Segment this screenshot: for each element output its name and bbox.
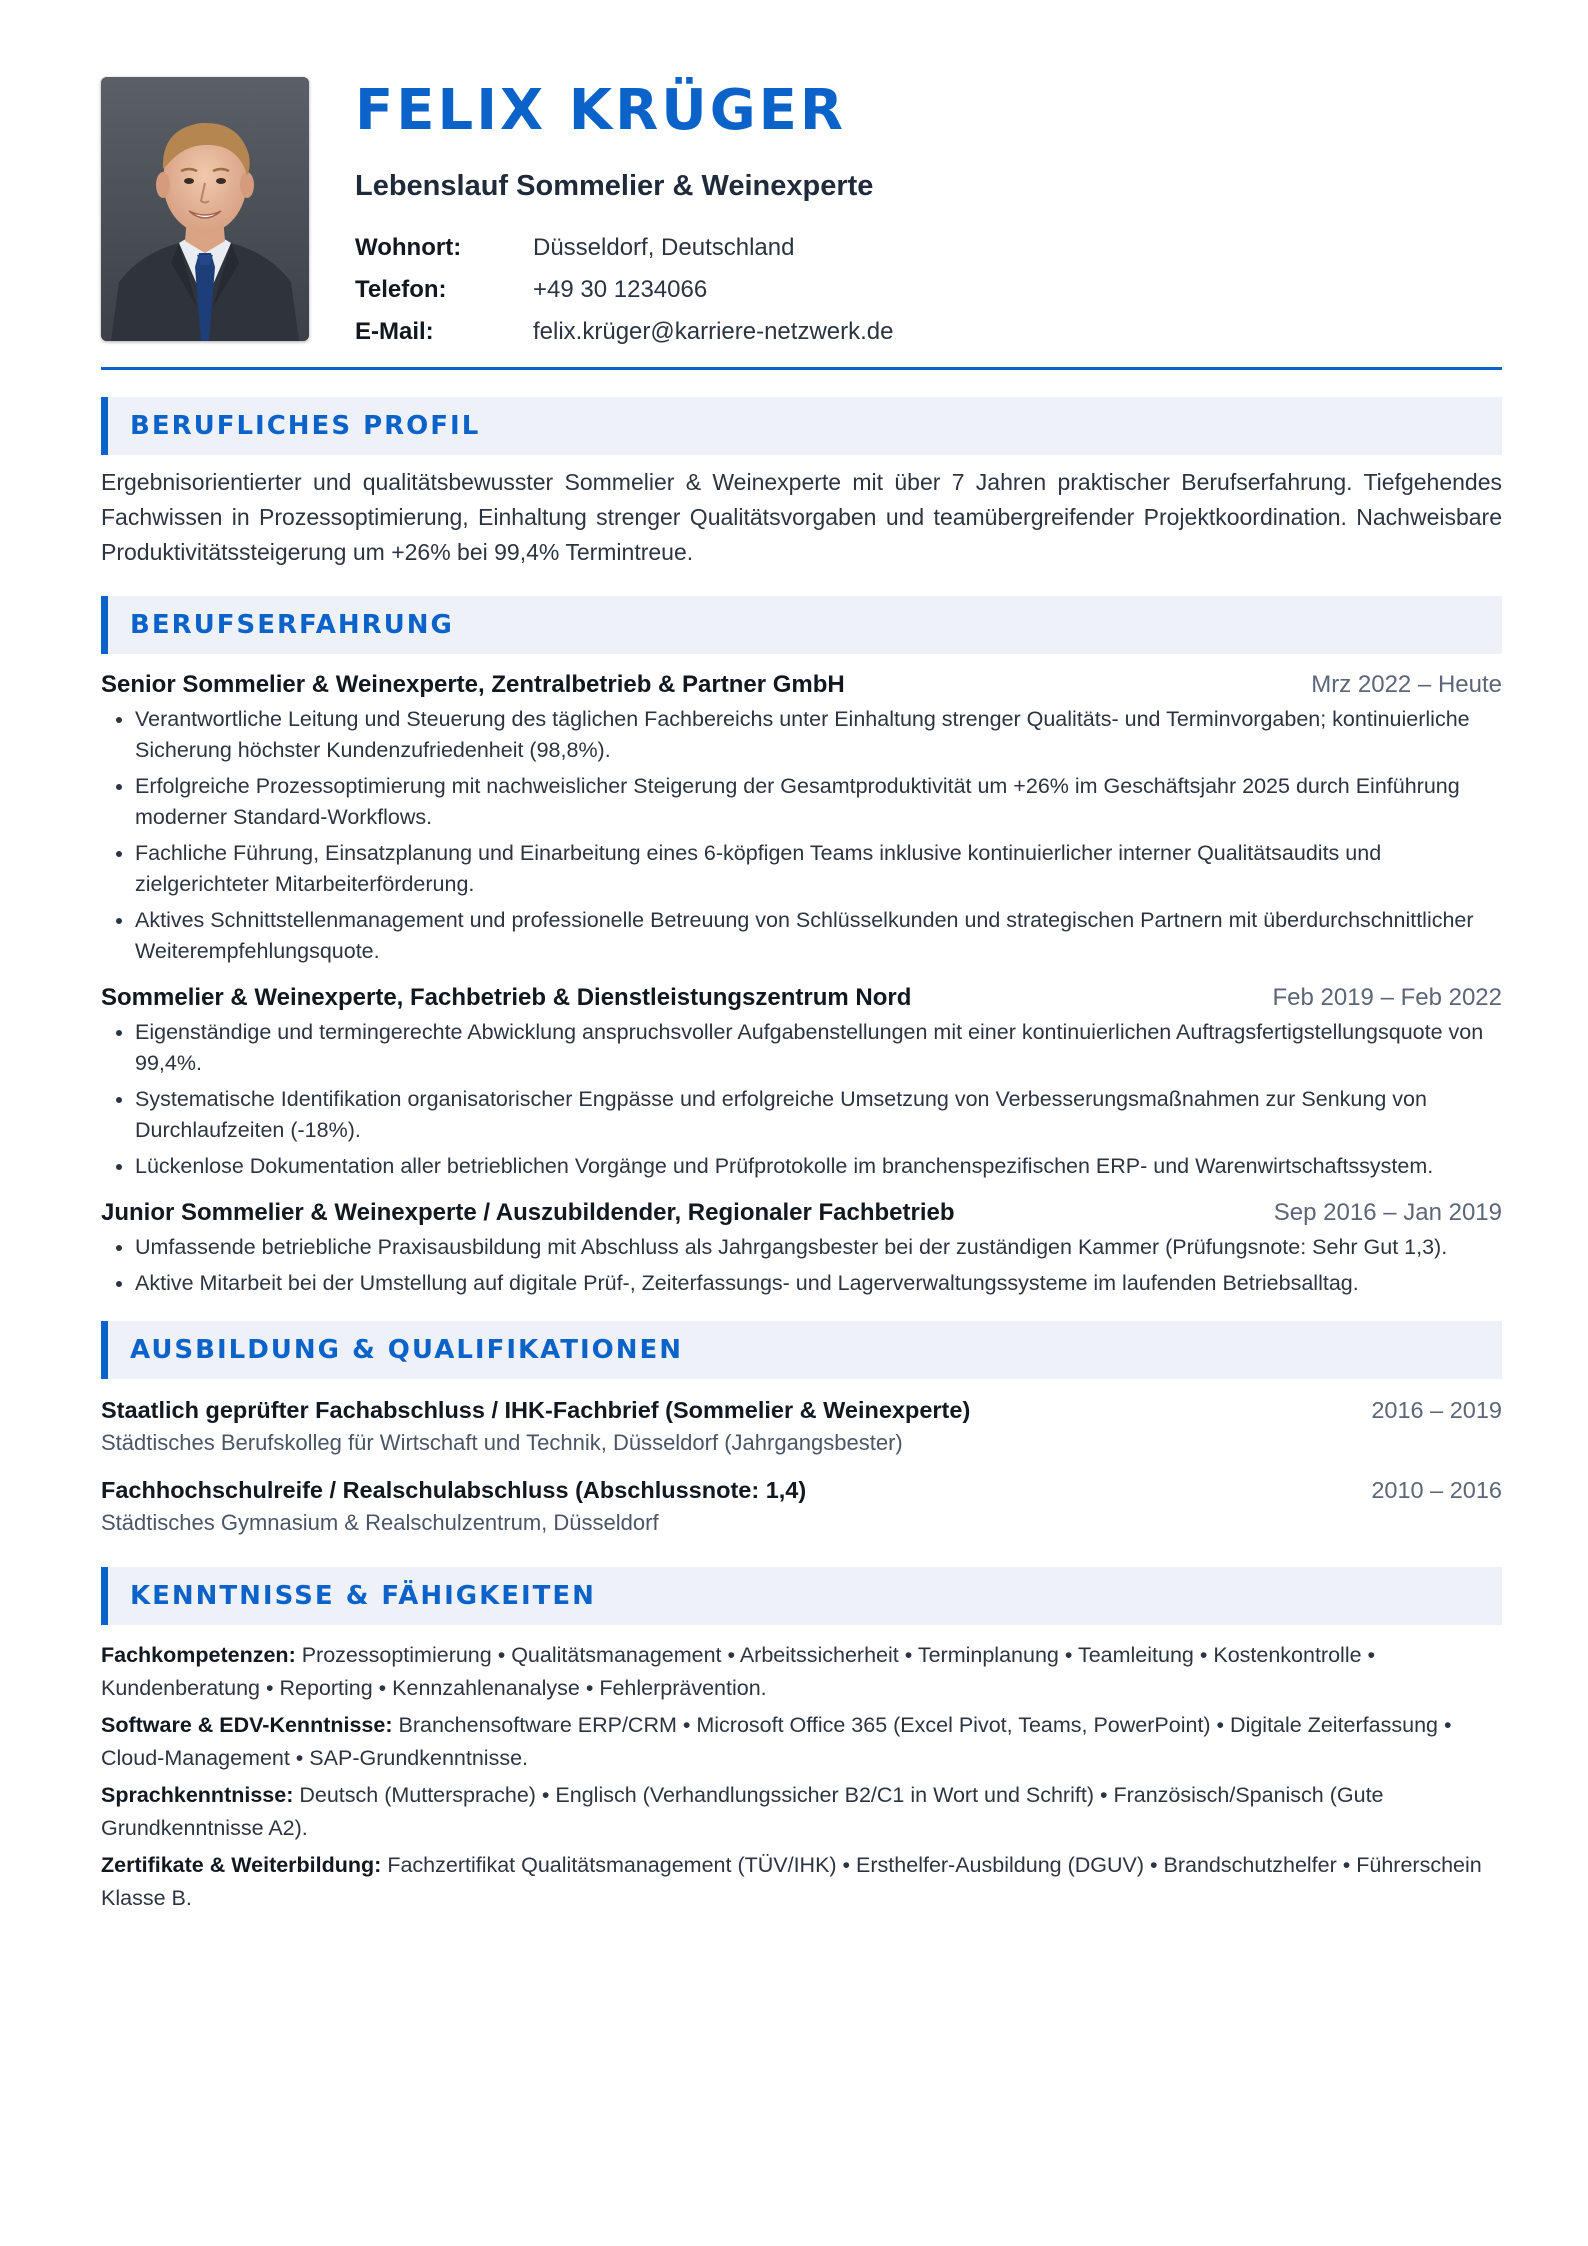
contact-row-location [355, 227, 893, 269]
contact-label: Wohnort: [355, 234, 462, 261]
education-title: Fachhochschulreife / Realschulabschluss (Abschlussnote: 1,4) [101, 1477, 807, 1503]
skill-text: Fachzertifikat Qualitätsmanagement (TÜV/IHK) • Ersthelfer-Ausbildung (DGUV) • Brandschutzhelfer • Führerschein Klasse B. [101, 1853, 1482, 1910]
job-bullets [101, 1017, 1502, 1182]
education-entry [101, 1473, 1502, 1539]
contact-row-email [355, 311, 893, 353]
resume-subtitle: Lebenslauf Sommelier & Weinexperte [355, 170, 874, 202]
job-title: Sommelier & Weinexperte, Fachbetrieb & Dienstleistungszentrum Nord [101, 984, 912, 1011]
education-entry [101, 1393, 1502, 1459]
header-info [355, 77, 893, 353]
skill-text: Branchensoftware ERP/CRM • Microsoft Office 365 (Excel Pivot, Teams, PowerPoint) • Digitale Zeiterfassung • Cloud-Management • SAP-Grundkenntnisse. [101, 1713, 1452, 1770]
job-date: Sep 2016 – Jan 2019 [1273, 1199, 1502, 1226]
skill-row [101, 1709, 1502, 1775]
skill-label: Sprachkenntnisse: [101, 1783, 294, 1807]
section-profile [101, 397, 1502, 570]
job-entry [101, 1196, 1502, 1299]
education-institution: Städtisches Gymnasium & Realschulzentrum, Düsseldorf [101, 1510, 659, 1535]
job-entry [101, 981, 1502, 1182]
job-bullet: • Verantwortliche Leitung und Steuerung des täglichen Fachbereichs unter Einhaltung strenger Qualitäts- und Terminvorgaben; kontinuierliche Sicherung höchster Kundenzufriedenheit (98,8%). [135, 704, 1502, 766]
contact-value: +49 30 1234066 [533, 276, 708, 303]
job-date: Mrz 2022 – Heute [1311, 671, 1502, 698]
education-institution: Städtisches Berufskolleg für Wirtschaft und Technik, Düsseldorf (Jahrgangsbester) [101, 1430, 903, 1455]
skill-row [101, 1639, 1502, 1705]
contact-label: E-Mail: [355, 318, 434, 345]
contact-value: Düsseldorf, Deutschland [533, 234, 795, 261]
profile-photo [101, 77, 309, 341]
contact-list [355, 227, 893, 353]
job-date: Feb 2019 – Feb 2022 [1272, 984, 1502, 1011]
skill-text: Deutsch (Muttersprache) • Englisch (Verhandlungssicher B2/C1 in Wort und Schrift) • Französisch/Spanisch (Gute Grundkenntnisse A2). [101, 1783, 1384, 1840]
skill-row [101, 1779, 1502, 1845]
skill-label: Software & EDV-Kenntnisse: [101, 1713, 393, 1737]
contact-row-phone [355, 269, 893, 311]
job-bullets [101, 704, 1502, 967]
candidate-name: FELIX KRÜGER [355, 78, 847, 143]
header-divider [101, 367, 1502, 370]
job-entry [101, 668, 1502, 967]
education-date: 2016 – 2019 [1371, 1397, 1502, 1423]
skill-label: Zertifikate & Weiterbildung: [101, 1853, 382, 1877]
job-bullet: • Aktive Mitarbeit bei der Umstellung auf digitale Prüf-, Zeiterfassungs- und Lagerverwaltungssysteme im laufenden Betriebsalltag. [135, 1268, 1502, 1299]
section-heading: BERUFLICHES PROFIL [101, 397, 1502, 455]
profile-summary: Ergebnisorientierter und qualitätsbewusster Sommelier & Weinexperte mit über 7 Jahren praktischer Berufserfahrung. Tiefgehendes Fachwissen in Prozessoptimierung, Einhaltung strenger Qualitätsvorgaben und teamübergreifender Projektkoordination. Nachweisbare Produktivitätssteigerung um +26% bei 99,4% Termintreue. [101, 469, 1502, 565]
education-title: Staatlich geprüfter Fachabschluss / IHK-Fachbrief (Sommelier & Weinexperte) [101, 1397, 971, 1423]
section-heading: KENNTNISSE & FÄHIGKEITEN [101, 1567, 1502, 1625]
section-heading: AUSBILDUNG & QUALIFIKATIONEN [101, 1321, 1502, 1379]
job-bullet: • Lückenlose Dokumentation aller betrieblichen Vorgänge und Prüfprotokolle im branchenspezifischen ERP- und Warenwirtschaftssystem. [135, 1151, 1502, 1182]
resume-header [101, 77, 1502, 345]
job-bullet: • Aktives Schnittstellenmanagement und professionelle Betreuung von Schlüsselkunden und strategischen Partnern mit überdurchschnittlicher Weiterempfehlungsquote. [135, 905, 1502, 967]
job-title: Senior Sommelier & Weinexperte, Zentralbetrieb & Partner GmbH [101, 671, 845, 698]
job-title: Junior Sommelier & Weinexperte / Auszubildender, Regionaler Fachbetrieb [101, 1199, 955, 1226]
section-heading: BERUFSERFAHRUNG [101, 596, 1502, 654]
skill-row [101, 1849, 1502, 1915]
contact-label: Telefon: [355, 276, 447, 303]
job-bullet: • Fachliche Führung, Einsatzplanung und Einarbeitung eines 6-köpfigen Teams inklusive kontinuierlicher interner Qualitätsaudits und zielgerichteter Mitarbeiterförderung. [135, 838, 1502, 900]
job-bullet: • Eigenständige und termingerechte Abwicklung anspruchsvoller Aufgabenstellungen mit einer kontinuierlichen Auftragsfertigstellungsquote von 99,4%. [135, 1017, 1502, 1079]
skill-text: Prozessoptimierung • Qualitätsmanagement • Arbeitssicherheit • Terminplanung • Teamleitung • Kostenkontrolle • Kundenberatung • Reporting • Kennzahlenanalyse • Fehlerprävention. [101, 1643, 1376, 1700]
education-date: 2010 – 2016 [1371, 1477, 1502, 1503]
job-bullet: • Systematische Identifikation organisatorischer Engpässe und erfolgreiche Umsetzung von Verbesserungsmaßnahmen zur Senkung von Durchlaufzeiten (-18%). [135, 1084, 1502, 1146]
skill-label: Fachkompetenzen: [101, 1643, 296, 1667]
job-bullet: • Erfolgreiche Prozessoptimierung mit nachweislicher Steigerung der Gesamtproduktivität um +26% im Geschäftsjahr 2025 durch Einführung moderner Standard-Workflows. [135, 771, 1502, 833]
section-skills [101, 1567, 1502, 1915]
contact-value[interactable]: felix.krüger@karriere-netzwerk.de [533, 318, 894, 345]
skills-list [101, 1639, 1502, 1915]
job-bullets [101, 1232, 1502, 1299]
section-education [101, 1321, 1502, 1539]
section-experience [101, 596, 1502, 1299]
job-bullet: • Umfassende betriebliche Praxisausbildung mit Abschluss als Jahrgangsbester bei der zuständigen Kammer (Prüfungsnote: Sehr Gut 1,3). [135, 1232, 1502, 1263]
